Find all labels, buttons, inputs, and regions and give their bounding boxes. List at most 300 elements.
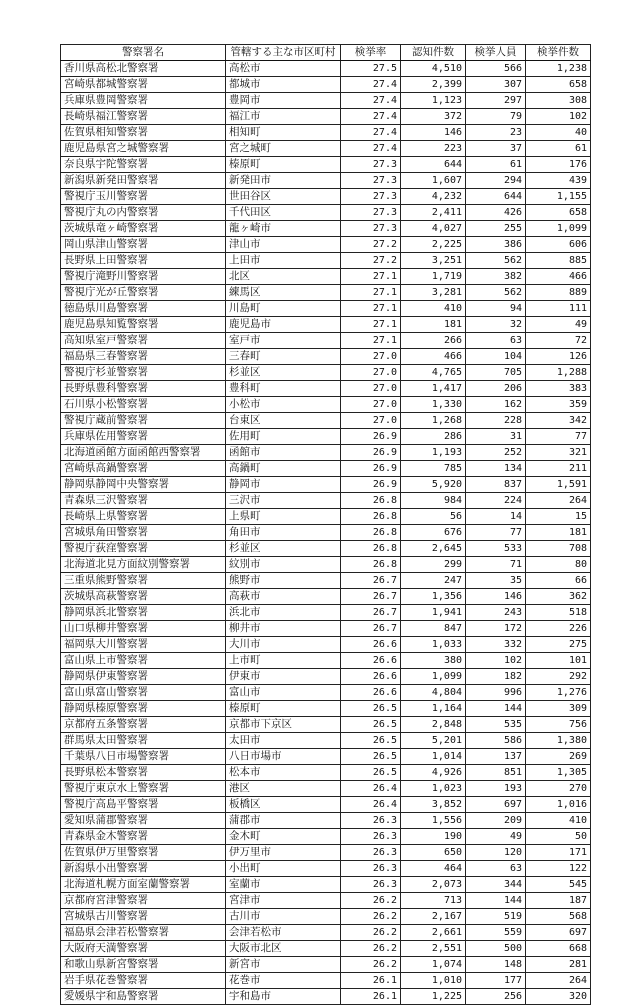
- arrest-rate: 27.4: [341, 125, 401, 141]
- city-name: 豊岡市: [226, 93, 341, 109]
- city-name: 浜北市: [226, 605, 341, 621]
- table-row: [61, 845, 591, 861]
- table-row: [61, 413, 591, 429]
- header-recognized: 認知件数: [401, 45, 466, 61]
- arrest-rate: 27.5: [341, 61, 401, 77]
- recognized-count: 713: [401, 893, 466, 909]
- arrested-persons: 228: [466, 413, 526, 429]
- table-row: [61, 941, 591, 957]
- station-name: 長野県松本警察署: [61, 765, 226, 781]
- arrested-cases: 126: [526, 349, 591, 365]
- arrest-rate: 27.4: [341, 141, 401, 157]
- city-name: 相知町: [226, 125, 341, 141]
- arrested-persons: 697: [466, 797, 526, 813]
- arrested-persons: 14: [466, 509, 526, 525]
- city-name: 蒲郡市: [226, 813, 341, 829]
- arrested-persons: 71: [466, 557, 526, 573]
- arrested-cases: 61: [526, 141, 591, 157]
- arrest-rate: 26.2: [341, 893, 401, 909]
- arrest-rate: 26.9: [341, 461, 401, 477]
- station-name: 静岡県伊東警察署: [61, 669, 226, 685]
- arrested-persons: 79: [466, 109, 526, 125]
- city-name: 伊東市: [226, 669, 341, 685]
- station-name: 警視庁丸の内警察署: [61, 205, 226, 221]
- station-name: 大阪府天満警察署: [61, 941, 226, 957]
- recognized-count: 2,167: [401, 909, 466, 925]
- station-name: 警視庁荻窪警察署: [61, 541, 226, 557]
- city-name: 古川市: [226, 909, 341, 925]
- recognized-count: 190: [401, 829, 466, 845]
- document-page: [60, 44, 590, 1005]
- arrested-cases: 187: [526, 893, 591, 909]
- city-name: 豊科町: [226, 381, 341, 397]
- recognized-count: 146: [401, 125, 466, 141]
- city-name: 室戸市: [226, 333, 341, 349]
- city-name: 高萩市: [226, 589, 341, 605]
- arrest-rate: 26.2: [341, 909, 401, 925]
- table-row: [61, 285, 591, 301]
- table-row: [61, 765, 591, 781]
- arrested-cases: 49: [526, 317, 591, 333]
- recognized-count: 1,023: [401, 781, 466, 797]
- city-name: 龍ヶ崎市: [226, 221, 341, 237]
- station-name: 富山県富山警察署: [61, 685, 226, 701]
- arrested-persons: 996: [466, 685, 526, 701]
- arrested-cases: 50: [526, 829, 591, 845]
- table-row: [61, 205, 591, 221]
- arrested-persons: 386: [466, 237, 526, 253]
- table-row: [61, 637, 591, 653]
- arrest-rate: 27.0: [341, 349, 401, 365]
- city-name: 宮津市: [226, 893, 341, 909]
- arrest-rate: 26.9: [341, 477, 401, 493]
- arrested-persons: 644: [466, 189, 526, 205]
- recognized-count: 2,073: [401, 877, 466, 893]
- city-name: 室蘭市: [226, 877, 341, 893]
- city-name: 高鍋町: [226, 461, 341, 477]
- recognized-count: 5,920: [401, 477, 466, 493]
- arrest-rate: 27.3: [341, 205, 401, 221]
- station-name: 福島県三春警察署: [61, 349, 226, 365]
- city-name: 高松市: [226, 61, 341, 77]
- recognized-count: 1,356: [401, 589, 466, 605]
- arrested-cases: 40: [526, 125, 591, 141]
- arrested-persons: 63: [466, 333, 526, 349]
- arrested-cases: 72: [526, 333, 591, 349]
- city-name: 宇和島市: [226, 989, 341, 1005]
- arrest-rate: 26.2: [341, 941, 401, 957]
- city-name: 函館市: [226, 445, 341, 461]
- arrested-persons: 224: [466, 493, 526, 509]
- arrested-cases: 708: [526, 541, 591, 557]
- table-row: [61, 493, 591, 509]
- arrested-persons: 102: [466, 653, 526, 669]
- station-name: 宮城県角田警察署: [61, 525, 226, 541]
- arrest-rate: 27.0: [341, 397, 401, 413]
- table-row: [61, 669, 591, 685]
- table-row: [61, 157, 591, 173]
- table-row: [61, 829, 591, 845]
- city-name: 大川市: [226, 637, 341, 653]
- city-name: 富山市: [226, 685, 341, 701]
- arrested-cases: 269: [526, 749, 591, 765]
- arrested-cases: 658: [526, 77, 591, 93]
- recognized-count: 650: [401, 845, 466, 861]
- station-name: 長崎県上県警察署: [61, 509, 226, 525]
- arrested-persons: 426: [466, 205, 526, 221]
- city-name: 金木町: [226, 829, 341, 845]
- station-name: 青森県金木警察署: [61, 829, 226, 845]
- city-name: 榛原町: [226, 157, 341, 173]
- station-name: 北海道北見方面紋別警察署: [61, 557, 226, 573]
- arrested-persons: 344: [466, 877, 526, 893]
- arrested-cases: 77: [526, 429, 591, 445]
- city-name: 京都市下京区: [226, 717, 341, 733]
- city-name: 宮之城町: [226, 141, 341, 157]
- recognized-count: 181: [401, 317, 466, 333]
- city-name: 伊万里市: [226, 845, 341, 861]
- arrested-cases: 171: [526, 845, 591, 861]
- table-row: [61, 173, 591, 189]
- recognized-count: 1,164: [401, 701, 466, 717]
- city-name: 紋別市: [226, 557, 341, 573]
- table-row: [61, 989, 591, 1005]
- arrested-persons: 61: [466, 157, 526, 173]
- city-name: 上県町: [226, 509, 341, 525]
- table-row: [61, 589, 591, 605]
- arrested-persons: 382: [466, 269, 526, 285]
- arrested-cases: 889: [526, 285, 591, 301]
- arrested-persons: 533: [466, 541, 526, 557]
- table-row: [61, 477, 591, 493]
- arrested-cases: 1,238: [526, 61, 591, 77]
- city-name: 板橋区: [226, 797, 341, 813]
- recognized-count: 266: [401, 333, 466, 349]
- arrest-rate: 26.1: [341, 989, 401, 1005]
- station-name: 長野県上田警察署: [61, 253, 226, 269]
- station-name: 愛媛県宇和島警察署: [61, 989, 226, 1005]
- arrest-rate: 26.5: [341, 733, 401, 749]
- table-row: [61, 605, 591, 621]
- city-name: 小松市: [226, 397, 341, 413]
- city-name: 杉並区: [226, 365, 341, 381]
- arrested-cases: 309: [526, 701, 591, 717]
- city-name: 花巻市: [226, 973, 341, 989]
- arrest-rate: 26.3: [341, 845, 401, 861]
- recognized-count: 1,014: [401, 749, 466, 765]
- table-row: [61, 653, 591, 669]
- arrest-rate: 27.1: [341, 333, 401, 349]
- arrested-cases: 410: [526, 813, 591, 829]
- station-name: 鹿児島県知覧警察署: [61, 317, 226, 333]
- arrested-persons: 519: [466, 909, 526, 925]
- arrested-persons: 104: [466, 349, 526, 365]
- arrest-rate: 27.1: [341, 317, 401, 333]
- recognized-count: 2,645: [401, 541, 466, 557]
- arrested-cases: 606: [526, 237, 591, 253]
- station-name: 石川県小松警察署: [61, 397, 226, 413]
- station-name: 長野県豊科警察署: [61, 381, 226, 397]
- city-name: 津山市: [226, 237, 341, 253]
- arrest-rate: 26.5: [341, 765, 401, 781]
- recognized-count: 247: [401, 573, 466, 589]
- table-row: [61, 909, 591, 925]
- arrested-cases: 383: [526, 381, 591, 397]
- station-name: 佐賀県相知警察署: [61, 125, 226, 141]
- arrest-rate: 26.8: [341, 493, 401, 509]
- arrest-rate: 26.2: [341, 957, 401, 973]
- table-row: [61, 429, 591, 445]
- arrest-rate: 26.6: [341, 637, 401, 653]
- city-name: 角田市: [226, 525, 341, 541]
- arrested-cases: 1,305: [526, 765, 591, 781]
- table-row: [61, 925, 591, 941]
- arrest-rate: 26.7: [341, 573, 401, 589]
- station-name: 徳島県川島警察署: [61, 301, 226, 317]
- arrested-persons: 146: [466, 589, 526, 605]
- header-arrested-persons: 検挙人員: [466, 45, 526, 61]
- arrested-cases: 466: [526, 269, 591, 285]
- city-name: 大阪市北区: [226, 941, 341, 957]
- arrested-persons: 37: [466, 141, 526, 157]
- table-row: [61, 973, 591, 989]
- table-row: [61, 621, 591, 637]
- table-row: [61, 221, 591, 237]
- station-name: 富山県上市警察署: [61, 653, 226, 669]
- table-row: [61, 109, 591, 125]
- arrested-persons: 182: [466, 669, 526, 685]
- table-row: [61, 93, 591, 109]
- recognized-count: 4,027: [401, 221, 466, 237]
- station-name: 宮崎県都城警察署: [61, 77, 226, 93]
- table-row: [61, 253, 591, 269]
- recognized-count: 1,010: [401, 973, 466, 989]
- city-name: 三春町: [226, 349, 341, 365]
- recognized-count: 1,556: [401, 813, 466, 829]
- table-row: [61, 685, 591, 701]
- arrested-cases: 668: [526, 941, 591, 957]
- arrested-cases: 66: [526, 573, 591, 589]
- arrested-cases: 439: [526, 173, 591, 189]
- arrest-rate: 26.7: [341, 605, 401, 621]
- arrested-cases: 101: [526, 653, 591, 669]
- arrested-persons: 49: [466, 829, 526, 845]
- arrested-cases: 308: [526, 93, 591, 109]
- recognized-count: 286: [401, 429, 466, 445]
- arrest-rate: 27.3: [341, 173, 401, 189]
- arrested-cases: 359: [526, 397, 591, 413]
- arrested-cases: 320: [526, 989, 591, 1005]
- recognized-count: 56: [401, 509, 466, 525]
- station-name: 愛知県蒲郡警察署: [61, 813, 226, 829]
- city-name: 世田谷区: [226, 189, 341, 205]
- arrest-rate: 27.3: [341, 189, 401, 205]
- recognized-count: 410: [401, 301, 466, 317]
- station-name: 三重県熊野警察署: [61, 573, 226, 589]
- recognized-count: 4,804: [401, 685, 466, 701]
- arrest-rate: 27.3: [341, 157, 401, 173]
- arrested-cases: 697: [526, 925, 591, 941]
- station-name: 高知県室戸警察署: [61, 333, 226, 349]
- recognized-count: 2,399: [401, 77, 466, 93]
- arrested-cases: 211: [526, 461, 591, 477]
- recognized-count: 464: [401, 861, 466, 877]
- arrest-rate: 27.1: [341, 301, 401, 317]
- arrested-cases: 518: [526, 605, 591, 621]
- recognized-count: 3,852: [401, 797, 466, 813]
- recognized-count: 1,607: [401, 173, 466, 189]
- table-row: [61, 77, 591, 93]
- arrested-cases: 122: [526, 861, 591, 877]
- station-name: 警視庁光が丘警察署: [61, 285, 226, 301]
- table-row: [61, 349, 591, 365]
- table-row: [61, 957, 591, 973]
- city-name: 小出町: [226, 861, 341, 877]
- arrested-cases: 264: [526, 973, 591, 989]
- header-arrested-cases: 検挙件数: [526, 45, 591, 61]
- arrest-rate: 26.7: [341, 621, 401, 637]
- arrested-persons: 148: [466, 957, 526, 973]
- station-name: 警視庁蔵前警察署: [61, 413, 226, 429]
- city-name: 熊野市: [226, 573, 341, 589]
- table-row: [61, 141, 591, 157]
- city-name: 三沢市: [226, 493, 341, 509]
- police-station-table: [60, 44, 591, 1005]
- city-name: 新発田市: [226, 173, 341, 189]
- arrested-cases: 1,276: [526, 685, 591, 701]
- city-name: 千代田区: [226, 205, 341, 221]
- recognized-count: 2,661: [401, 925, 466, 941]
- table-row: [61, 525, 591, 541]
- header-rate: 検挙率: [341, 45, 401, 61]
- recognized-count: 676: [401, 525, 466, 541]
- arrest-rate: 26.8: [341, 557, 401, 573]
- arrest-rate: 26.3: [341, 829, 401, 845]
- recognized-count: 3,281: [401, 285, 466, 301]
- station-name: 長崎県福江警察署: [61, 109, 226, 125]
- station-name: 兵庫県豊岡警察署: [61, 93, 226, 109]
- arrested-persons: 307: [466, 77, 526, 93]
- station-name: 警視庁杉並警察署: [61, 365, 226, 381]
- arrest-rate: 27.4: [341, 109, 401, 125]
- recognized-count: 2,848: [401, 717, 466, 733]
- arrested-persons: 559: [466, 925, 526, 941]
- table-row: [61, 125, 591, 141]
- recognized-count: 223: [401, 141, 466, 157]
- arrested-persons: 586: [466, 733, 526, 749]
- arrested-cases: 321: [526, 445, 591, 461]
- station-name: 青森県三沢警察署: [61, 493, 226, 509]
- table-row: [61, 317, 591, 333]
- arrested-cases: 1,380: [526, 733, 591, 749]
- arrested-persons: 172: [466, 621, 526, 637]
- arrest-rate: 26.1: [341, 973, 401, 989]
- table-row: [61, 733, 591, 749]
- arrest-rate: 26.3: [341, 861, 401, 877]
- arrest-rate: 26.7: [341, 589, 401, 605]
- arrested-cases: 1,288: [526, 365, 591, 381]
- arrested-persons: 134: [466, 461, 526, 477]
- arrest-rate: 27.0: [341, 381, 401, 397]
- city-name: 港区: [226, 781, 341, 797]
- arrest-rate: 27.1: [341, 285, 401, 301]
- arrested-persons: 252: [466, 445, 526, 461]
- arrested-cases: 292: [526, 669, 591, 685]
- recognized-count: 3,251: [401, 253, 466, 269]
- arrested-cases: 176: [526, 157, 591, 173]
- table-row: [61, 781, 591, 797]
- arrested-cases: 15: [526, 509, 591, 525]
- arrested-cases: 1,155: [526, 189, 591, 205]
- arrested-persons: 243: [466, 605, 526, 621]
- table-row: [61, 269, 591, 285]
- arrested-persons: 63: [466, 861, 526, 877]
- table-row: [61, 573, 591, 589]
- recognized-count: 2,551: [401, 941, 466, 957]
- table-row: [61, 797, 591, 813]
- table-row: [61, 861, 591, 877]
- arrested-persons: 177: [466, 973, 526, 989]
- arrest-rate: 26.3: [341, 813, 401, 829]
- arrest-rate: 27.2: [341, 253, 401, 269]
- arrested-cases: 756: [526, 717, 591, 733]
- station-name: 警視庁玉川警察署: [61, 189, 226, 205]
- header-city: 管轄する主な市区町村: [226, 45, 341, 61]
- table-row: [61, 541, 591, 557]
- arrested-persons: 31: [466, 429, 526, 445]
- recognized-count: 785: [401, 461, 466, 477]
- recognized-count: 847: [401, 621, 466, 637]
- city-name: 太田市: [226, 733, 341, 749]
- arrest-rate: 27.4: [341, 93, 401, 109]
- recognized-count: 984: [401, 493, 466, 509]
- recognized-count: 1,941: [401, 605, 466, 621]
- table-row: [61, 893, 591, 909]
- city-name: 佐用町: [226, 429, 341, 445]
- arrested-persons: 562: [466, 253, 526, 269]
- table-row: [61, 445, 591, 461]
- arrest-rate: 26.2: [341, 925, 401, 941]
- table-row: [61, 701, 591, 717]
- recognized-count: 4,232: [401, 189, 466, 205]
- recognized-count: 1,193: [401, 445, 466, 461]
- recognized-count: 4,765: [401, 365, 466, 381]
- table-row: [61, 509, 591, 525]
- city-name: 松本市: [226, 765, 341, 781]
- station-name: 岡山県津山警察署: [61, 237, 226, 253]
- arrested-cases: 1,016: [526, 797, 591, 813]
- arrested-cases: 281: [526, 957, 591, 973]
- station-name: 新潟県小出警察署: [61, 861, 226, 877]
- arrest-rate: 26.8: [341, 541, 401, 557]
- table-row: [61, 461, 591, 477]
- arrested-persons: 294: [466, 173, 526, 189]
- recognized-count: 1,417: [401, 381, 466, 397]
- table-row: [61, 365, 591, 381]
- station-name: 岩手県花巻警察署: [61, 973, 226, 989]
- recognized-count: 5,201: [401, 733, 466, 749]
- arrested-persons: 705: [466, 365, 526, 381]
- recognized-count: 380: [401, 653, 466, 669]
- arrest-rate: 27.0: [341, 365, 401, 381]
- arrested-persons: 837: [466, 477, 526, 493]
- station-name: 宮城県古川警察署: [61, 909, 226, 925]
- station-name: 茨城県竜ヶ崎警察署: [61, 221, 226, 237]
- table-row: [61, 877, 591, 893]
- arrest-rate: 26.8: [341, 509, 401, 525]
- station-name: 静岡県榛原警察署: [61, 701, 226, 717]
- arrest-rate: 26.4: [341, 797, 401, 813]
